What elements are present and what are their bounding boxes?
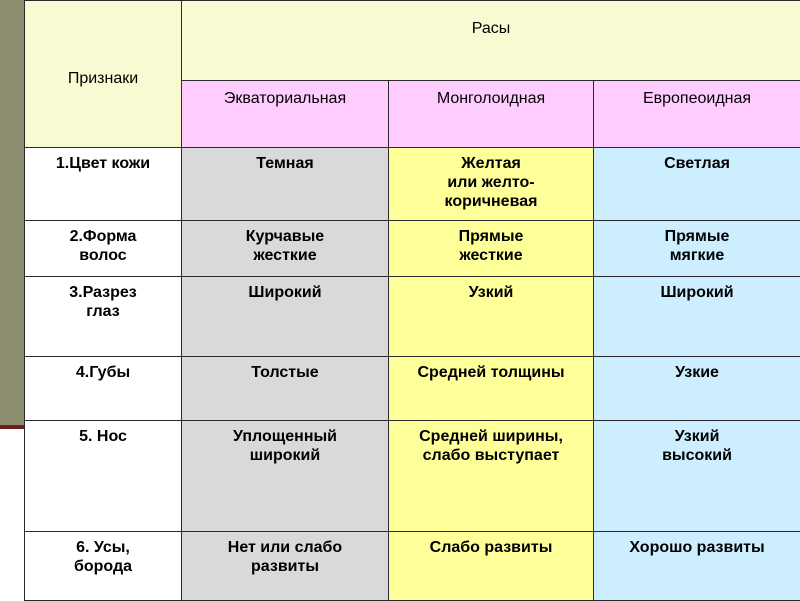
cell-equatorial-line: Темная bbox=[186, 154, 384, 173]
slide-side-bar bbox=[0, 0, 24, 425]
header-features-text: Признаки bbox=[68, 70, 138, 87]
cell-europeoid-line: Прямые bbox=[598, 227, 796, 246]
cell-europeoid bbox=[594, 357, 800, 421]
col-mongoloid-text: Монголоидная bbox=[437, 90, 545, 107]
row-label-line: борода bbox=[29, 557, 177, 576]
cell-equatorial-line: Широкий bbox=[186, 283, 384, 302]
cell-equatorial bbox=[182, 357, 389, 421]
row-label bbox=[25, 148, 182, 221]
row-label bbox=[25, 421, 182, 532]
cell-mongoloid-line: или желто- bbox=[393, 173, 589, 192]
cell-mongoloid bbox=[389, 277, 594, 357]
cell-mongoloid bbox=[389, 532, 594, 601]
header-races-text: Расы bbox=[472, 20, 511, 37]
table-row bbox=[25, 148, 800, 221]
row-label-line: 4.Губы bbox=[29, 363, 177, 382]
cell-mongoloid-line: Средней толщины bbox=[393, 363, 589, 382]
table-row bbox=[25, 532, 800, 601]
row-label-line: 5. Нос bbox=[29, 427, 177, 446]
header-col-mongoloid bbox=[389, 81, 594, 148]
races-table bbox=[24, 0, 800, 601]
cell-equatorial bbox=[182, 421, 389, 532]
cell-europeoid bbox=[594, 532, 800, 601]
table-row bbox=[25, 221, 800, 277]
cell-europeoid bbox=[594, 221, 800, 277]
cell-mongoloid-line: Желтая bbox=[393, 154, 589, 173]
slide-side-accent-line bbox=[0, 425, 24, 429]
cell-equatorial bbox=[182, 148, 389, 221]
cell-equatorial-line: Уплощенный bbox=[186, 427, 384, 446]
row-label bbox=[25, 357, 182, 421]
cell-equatorial-line: Толстые bbox=[186, 363, 384, 382]
row-label-line: 2.Форма bbox=[29, 227, 177, 246]
header-races bbox=[182, 1, 800, 81]
cell-europeoid-line: Светлая bbox=[598, 154, 796, 173]
header-col-equatorial bbox=[182, 81, 389, 148]
cell-equatorial-line: широкий bbox=[186, 446, 384, 465]
table-body bbox=[25, 148, 800, 601]
cell-equatorial-line: Курчавые bbox=[186, 227, 384, 246]
cell-mongoloid bbox=[389, 221, 594, 277]
cell-mongoloid-line: Узкий bbox=[393, 283, 589, 302]
cell-mongoloid-line: коричневая bbox=[393, 192, 589, 211]
cell-mongoloid-line: слабо выступает bbox=[393, 446, 589, 465]
table-row bbox=[25, 277, 800, 357]
cell-europeoid-line: Широкий bbox=[598, 283, 796, 302]
cell-mongoloid bbox=[389, 421, 594, 532]
table-row bbox=[25, 357, 800, 421]
row-label-line: 3.Разрез bbox=[29, 283, 177, 302]
cell-mongoloid-line: Слабо развиты bbox=[393, 538, 589, 557]
cell-mongoloid-line: жесткие bbox=[393, 246, 589, 265]
cell-europeoid-line: Узкие bbox=[598, 363, 796, 382]
col-europeoid-text: Европеоидная bbox=[643, 90, 751, 107]
row-label bbox=[25, 221, 182, 277]
col-equatorial-text: Экваториальная bbox=[224, 90, 346, 107]
cell-mongoloid bbox=[389, 357, 594, 421]
cell-europeoid-line: высокий bbox=[598, 446, 796, 465]
cell-equatorial-line: развиты bbox=[186, 557, 384, 576]
cell-europeoid bbox=[594, 148, 800, 221]
row-label-line: 1.Цвет кожи bbox=[29, 154, 177, 173]
cell-europeoid-line: Хорошо развиты bbox=[598, 538, 796, 557]
row-label bbox=[25, 532, 182, 601]
header-col-europeoid bbox=[594, 81, 800, 148]
cell-europeoid bbox=[594, 277, 800, 357]
cell-mongoloid-line: Средней ширины, bbox=[393, 427, 589, 446]
row-label-line: глаз bbox=[29, 302, 177, 321]
row-label-line: 6. Усы, bbox=[29, 538, 177, 557]
cell-equatorial bbox=[182, 221, 389, 277]
cell-equatorial-line: жесткие bbox=[186, 246, 384, 265]
row-label bbox=[25, 277, 182, 357]
cell-mongoloid-line: Прямые bbox=[393, 227, 589, 246]
row-label-line: волос bbox=[29, 246, 177, 265]
header-features bbox=[25, 1, 182, 148]
cell-mongoloid bbox=[389, 148, 594, 221]
cell-equatorial bbox=[182, 532, 389, 601]
table-row bbox=[25, 421, 800, 532]
cell-europeoid-line: Узкий bbox=[598, 427, 796, 446]
cell-europeoid bbox=[594, 421, 800, 532]
cell-equatorial-line: Нет или слабо bbox=[186, 538, 384, 557]
cell-europeoid-line: мягкие bbox=[598, 246, 796, 265]
cell-equatorial bbox=[182, 277, 389, 357]
